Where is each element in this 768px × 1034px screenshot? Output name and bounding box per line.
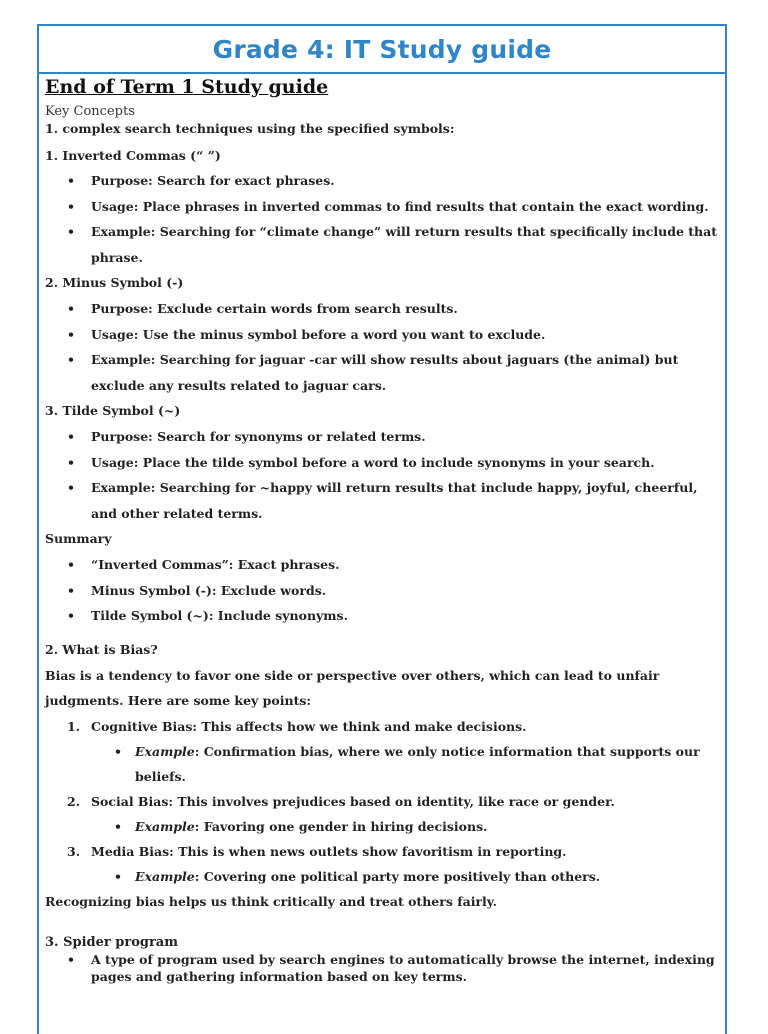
bullet-icon: • bbox=[67, 608, 75, 623]
bias-list bbox=[45, 789, 725, 814]
section-title-minus-symbol: 2. Minus Symbol (-) bbox=[45, 275, 184, 290]
list-item: 1. Cognitive Bias: This affects how we think and make decisions. bbox=[67, 718, 527, 734]
bullet-icon: • bbox=[67, 301, 75, 316]
list-item: • Tilde Symbol (~): Include synonyms. bbox=[45, 603, 725, 629]
bullet-icon: • bbox=[67, 952, 75, 967]
bullet-icon: • bbox=[67, 454, 75, 470]
spider-list bbox=[45, 951, 725, 985]
summary-list bbox=[45, 552, 725, 629]
section-heading: End of Term 1 Study guide bbox=[45, 76, 329, 98]
list-item: • Usage: Use the minus symbol before a word you want to exclude. bbox=[45, 322, 725, 348]
bias-closing: Recognizing bias helps us think critically and treat others fairly. bbox=[45, 893, 497, 909]
bullet-icon: • bbox=[67, 224, 75, 239]
summary-title: Summary bbox=[45, 531, 112, 546]
bias-title: 2. What is Bias? bbox=[45, 641, 158, 657]
list-item: • Example: Searching for ~happy will return results that include happy, joyful, cheerful, and other related terms. bbox=[45, 475, 725, 526]
section-title-inverted-commas: 1. Inverted Commas (“ ”) bbox=[45, 148, 221, 163]
list-item: 3. Media Bias: This is when news outlets show favoritism in reporting. bbox=[67, 843, 567, 859]
intro-line: 1. complex search techniques using the specified symbols: bbox=[45, 121, 455, 136]
list-item: • Minus Symbol (-): Exclude words. bbox=[45, 578, 725, 604]
minus-symbol-list bbox=[45, 296, 725, 398]
bullet-icon: • bbox=[67, 582, 75, 598]
inverted-commas-list bbox=[45, 168, 725, 270]
list-item: • Example: Searching for jaguar -car will show results about jaguars (the animal) but exclude any results related to jaguar cars. bbox=[45, 347, 725, 398]
bullet-icon: • bbox=[67, 480, 75, 495]
bullet-icon: • bbox=[67, 429, 75, 444]
bullet-icon: • bbox=[67, 326, 75, 342]
list-item: • Usage: Place the tilde symbol before a word to include synonyms in your search. bbox=[45, 450, 725, 476]
bullet-icon: • bbox=[114, 818, 122, 834]
example-item: • Example: Confirmation bias, where we only notice information that supports our beliefs. bbox=[45, 739, 725, 789]
bullet-icon: • bbox=[67, 198, 75, 214]
key-concepts-label: Key Concepts bbox=[45, 104, 135, 119]
bullet-icon: • bbox=[114, 743, 122, 759]
list-item: • Purpose: Search for exact phrases. bbox=[45, 168, 725, 194]
list-item: • Usage: Place phrases in inverted commas to find results that contain the exact wording. bbox=[45, 194, 725, 220]
bullet-icon: • bbox=[114, 868, 122, 884]
bullet-icon: • bbox=[67, 557, 75, 572]
list-item: • Purpose: Exclude certain words from search results. bbox=[45, 296, 725, 322]
example-item: • Example: Covering one political party more positively than others. bbox=[45, 864, 725, 889]
bullet-icon: • bbox=[67, 352, 75, 367]
list-item: • Example: Searching for “climate change” will return results that specifically include that phrase. bbox=[45, 219, 725, 270]
document-body bbox=[39, 76, 725, 985]
page-frame bbox=[37, 24, 727, 1034]
spider-title: 3. Spider program bbox=[45, 935, 178, 950]
list-item: • Purpose: Search for synonyms or related terms. bbox=[45, 424, 725, 450]
page-title: Grade 4: IT Study guide bbox=[212, 34, 552, 64]
bias-intro: Bias is a tendency to favor one side or perspective over others, which can lead to unfair judgments. Here are some key points: bbox=[45, 667, 660, 708]
bias-list bbox=[45, 839, 725, 864]
tilde-symbol-list bbox=[45, 424, 725, 526]
section-title-tilde-symbol: 3. Tilde Symbol (~) bbox=[45, 403, 181, 418]
example-item: • Example: Favoring one gender in hiring decisions. bbox=[45, 814, 725, 839]
list-item: • A type of program used by search engines to automatically browse the internet, indexing pages and gathering information based on key terms. bbox=[67, 952, 715, 984]
list-item: • “Inverted Commas”: Exact phrases. bbox=[45, 552, 725, 578]
bias-list bbox=[45, 714, 725, 739]
bullet-icon: • bbox=[67, 173, 75, 188]
list-item: 2. Social Bias: This involves prejudices based on identity, like race or gender. bbox=[67, 793, 615, 809]
title-bar bbox=[39, 26, 725, 74]
